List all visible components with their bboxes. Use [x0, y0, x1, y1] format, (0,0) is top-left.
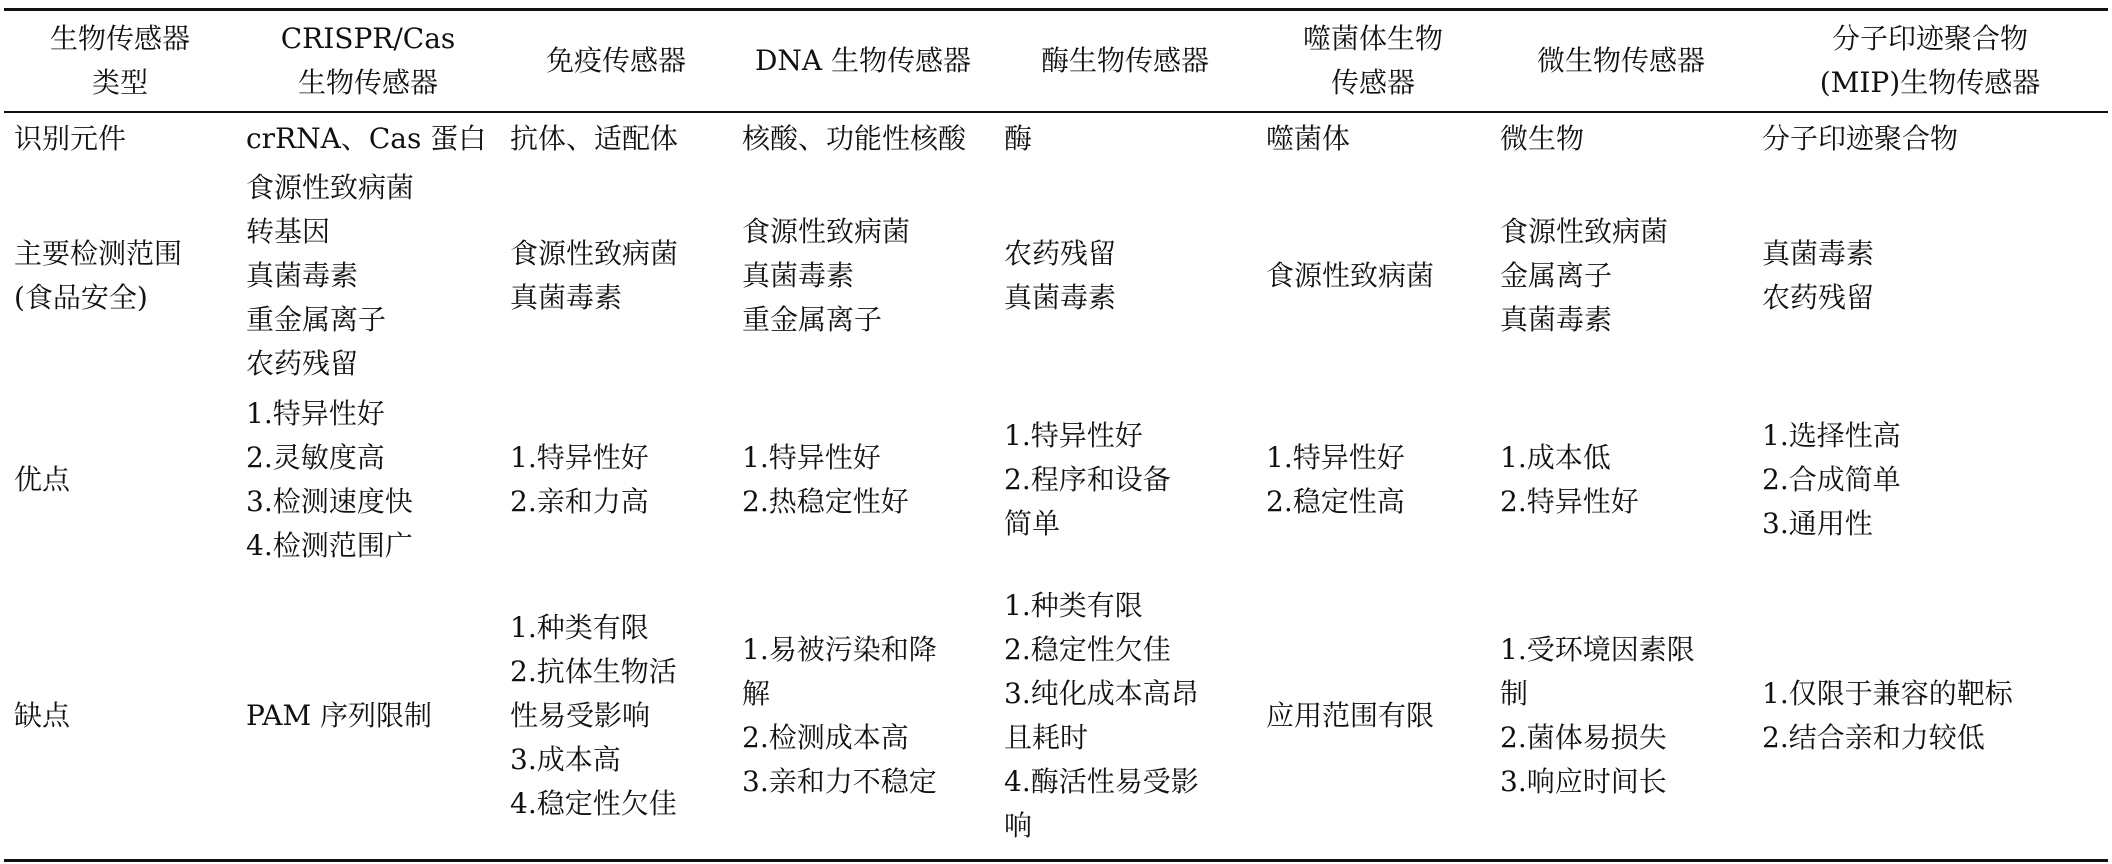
cell-text-line: 核酸、功能性核酸: [742, 122, 967, 155]
cell-text-line: 3.响应时间长: [1500, 765, 1667, 798]
cell-text-line: 2.特异性好: [1500, 485, 1639, 518]
cell-text-line: 3.纯化成本高昂: [1004, 677, 1199, 710]
cell-text-line: 3.成本高: [510, 743, 621, 776]
header-cell-crispr: [236, 10, 500, 113]
table-cell-adv-phage: [1256, 387, 1490, 573]
cell-text-line: 食源性致病菌: [1500, 215, 1669, 248]
cell-text-line: 2.热稳定性好: [742, 485, 909, 518]
cell-text-line: 响: [1004, 809, 1033, 842]
table-cell-range-crispr: [236, 165, 500, 387]
cell-text-line: 性易受影响: [510, 699, 651, 732]
cell-text-line: 抗体、适配体: [510, 122, 679, 155]
table-cell-dis-crispr: [236, 573, 500, 861]
cell-text-line: 1.选择性高: [1762, 419, 1901, 452]
cell-text-line: 重金属离子: [742, 303, 883, 336]
table-cell-recog-dna: [732, 112, 994, 165]
table-row-adv: [4, 387, 2108, 573]
cell-text-line: 3.亲和力不稳定: [742, 765, 937, 798]
table-cell-recog-enzyme: [994, 112, 1256, 165]
cell-text-line: 1.特异性好: [742, 441, 881, 474]
header-text: 生物传感器: [297, 66, 438, 99]
header-text: 传感器: [1330, 66, 1415, 99]
table-cell-adv-crispr: [236, 387, 500, 573]
cell-text-line: 1.种类有限: [510, 611, 649, 644]
cell-text-line: (食品安全): [14, 281, 148, 314]
table-cell-recog-mip: [1752, 112, 2108, 165]
cell-text-line: 1.特异性好: [246, 397, 385, 430]
table-cell-range-row-label: [4, 165, 236, 387]
table-cell-adv-microbial: [1490, 387, 1752, 573]
cell-text-line: 4.稳定性欠佳: [510, 787, 677, 820]
header-text: DNA 生物传感器: [754, 44, 972, 77]
cell-text-line: 且耗时: [1004, 721, 1089, 754]
cell-text-line: 3.通用性: [1762, 507, 1873, 540]
cell-text-line: 食源性致病菌: [510, 237, 679, 270]
cell-text-line: 食源性致病菌: [742, 215, 911, 248]
cell-text-line: 2.灵敏度高: [246, 441, 385, 474]
table-cell-recog-microbial: [1490, 112, 1752, 165]
header-cell-dna: [732, 10, 994, 113]
cell-text-line: 1.受环境因素限: [1500, 633, 1695, 666]
cell-text-line: 2.程序和设备: [1004, 463, 1171, 496]
cell-text-line: 转基因: [246, 215, 331, 248]
table-cell-dis-mip: [1752, 573, 2108, 861]
cell-text-line: 食源性致病菌: [1266, 259, 1435, 292]
biosensor-comparison-table-container: [4, 8, 2108, 862]
table-row-recog: [4, 112, 2108, 165]
cell-text-line: 2.稳定性欠佳: [1004, 633, 1171, 666]
header-cell-immuno: [500, 10, 732, 113]
table-cell-range-dna: [732, 165, 994, 387]
header-text: 生物传感器: [49, 22, 190, 55]
cell-text-line: crRNA、Cas 蛋白: [246, 122, 487, 155]
table-cell-adv-mip: [1752, 387, 2108, 573]
cell-text-line: 优点: [14, 463, 71, 496]
cell-text-line: 噬菌体: [1266, 122, 1351, 155]
cell-text-line: 金属离子: [1500, 259, 1613, 292]
header-text: 类型: [91, 66, 148, 99]
header-cell-enzyme: [994, 10, 1256, 113]
cell-text-line: 2.亲和力高: [510, 485, 649, 518]
cell-text-line: 真菌毒素: [1500, 303, 1613, 336]
table-body: [4, 112, 2108, 861]
cell-text-line: 1.成本低: [1500, 441, 1611, 474]
table-cell-dis-microbial: [1490, 573, 1752, 861]
cell-text-line: 解: [742, 677, 771, 710]
header-text: 酶生物传感器: [1040, 44, 1209, 77]
cell-text-line: 食源性致病菌: [246, 171, 415, 204]
biosensor-comparison-table: [4, 8, 2108, 862]
cell-text-line: 重金属离子: [246, 303, 387, 336]
table-cell-dis-phage: [1256, 573, 1490, 861]
cell-text-line: 1.特异性好: [1266, 441, 1405, 474]
cell-text-line: 简单: [1004, 507, 1061, 540]
table-cell-dis-row-label: [4, 573, 236, 861]
header-text: CRISPR/Cas: [280, 22, 456, 55]
table-header-row: [4, 10, 2108, 113]
table-cell-adv-dna: [732, 387, 994, 573]
cell-text-line: 真菌毒素: [742, 259, 855, 292]
table-cell-adv-immuno: [500, 387, 732, 573]
cell-text-line: 农药残留: [1762, 281, 1875, 314]
table-cell-adv-row-label: [4, 387, 236, 573]
cell-text-line: 2.结合亲和力较低: [1762, 721, 1985, 754]
cell-text-line: 真菌毒素: [246, 259, 359, 292]
cell-text-line: 1.仅限于兼容的靶标: [1762, 677, 2013, 710]
cell-text-line: 2.稳定性高: [1266, 485, 1405, 518]
cell-text-line: 真菌毒素: [510, 281, 623, 314]
cell-text-line: 2.合成简单: [1762, 463, 1901, 496]
cell-text-line: 2.菌体易损失: [1500, 721, 1667, 754]
cell-text-line: 缺点: [14, 699, 71, 732]
cell-text-line: 真菌毒素: [1004, 281, 1117, 314]
header-text: 微生物传感器: [1536, 44, 1705, 77]
cell-text-line: PAM 序列限制: [246, 699, 433, 732]
cell-text-line: 酶: [1004, 122, 1033, 155]
table-cell-recog-phage: [1256, 112, 1490, 165]
cell-text-line: 3.检测速度快: [246, 485, 413, 518]
cell-text-line: 2.检测成本高: [742, 721, 909, 754]
header-text: 免疫传感器: [545, 44, 686, 77]
cell-text-line: 4.酶活性易受影: [1004, 765, 1199, 798]
cell-text-line: 农药残留: [1004, 237, 1117, 270]
header-cell-mip: [1752, 10, 2108, 113]
table-cell-recog-crispr: [236, 112, 500, 165]
cell-text-line: 1.易被污染和降: [742, 633, 937, 666]
table-cell-recog-row-label: [4, 112, 236, 165]
cell-text-line: 主要检测范围: [14, 237, 183, 270]
cell-text-line: 应用范围有限: [1266, 699, 1435, 732]
table-cell-range-enzyme: [994, 165, 1256, 387]
cell-text-line: 1.特异性好: [510, 441, 649, 474]
table-cell-dis-dna: [732, 573, 994, 861]
table-cell-dis-immuno: [500, 573, 732, 861]
header-text: (MIP)生物传感器: [1819, 66, 2041, 99]
table-row-range: [4, 165, 2108, 387]
cell-text-line: 1.特异性好: [1004, 419, 1143, 452]
header-cell-type: [4, 10, 236, 113]
header-text: 分子印迹聚合物: [1831, 22, 2028, 55]
table-cell-range-microbial: [1490, 165, 1752, 387]
cell-text-line: 1.种类有限: [1004, 589, 1143, 622]
cell-text-line: 分子印迹聚合物: [1762, 122, 1959, 155]
header-text: 噬菌体生物: [1302, 22, 1443, 55]
cell-text-line: 微生物: [1500, 122, 1585, 155]
cell-text-line: 真菌毒素: [1762, 237, 1875, 270]
cell-text-line: 4.检测范围广: [246, 529, 413, 562]
cell-text-line: 2.抗体生物活: [510, 655, 677, 688]
header-cell-microbial: [1490, 10, 1752, 113]
cell-text-line: 制: [1500, 677, 1529, 710]
table-cell-range-mip: [1752, 165, 2108, 387]
table-row-dis: [4, 573, 2108, 861]
table-cell-range-phage: [1256, 165, 1490, 387]
table-cell-adv-enzyme: [994, 387, 1256, 573]
cell-text-line: 识别元件: [14, 122, 127, 155]
cell-text-line: 农药残留: [246, 347, 359, 380]
table-cell-dis-enzyme: [994, 573, 1256, 861]
table-cell-range-immuno: [500, 165, 732, 387]
header-cell-phage: [1256, 10, 1490, 113]
table-cell-recog-immuno: [500, 112, 732, 165]
